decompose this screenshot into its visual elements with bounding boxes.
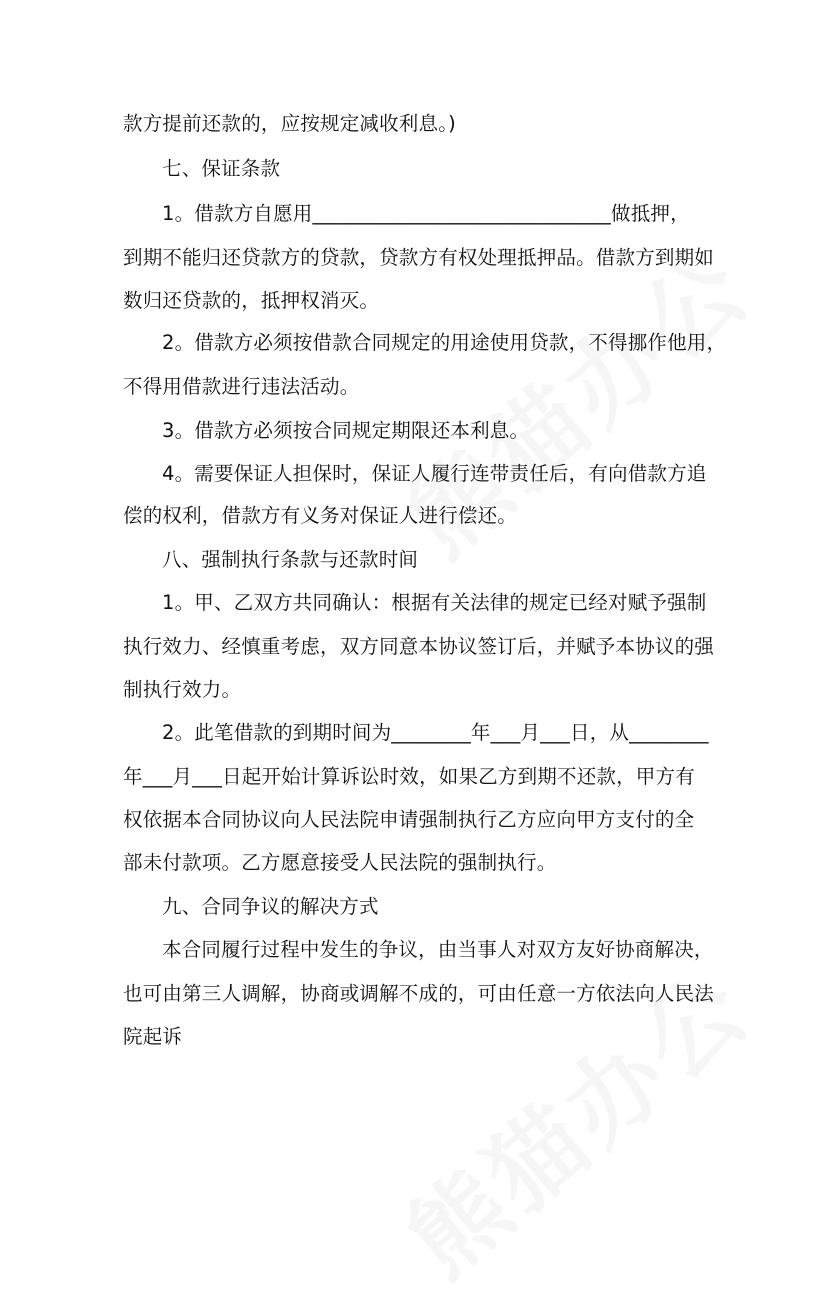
text-line: 年___月___日起开始计算诉讼时效，如果乙方到期不还款，甲方有 xyxy=(123,765,695,788)
text-line: 执行效力、经慎重考虑，双方同意本协议签订后，并赋予本协议的强 xyxy=(123,635,715,658)
section-heading: 八、强制执行条款与还款时间 xyxy=(162,548,419,571)
text-line: 本合同履行过程中发生的争议，由当事人对双方友好协商解决， xyxy=(162,938,714,961)
text-line: 数归还贷款的，抵押权消灭。 xyxy=(123,289,380,312)
text-line: 部未付款项。乙方愿意接受人民法院的强制执行。 xyxy=(123,851,557,874)
text-line: 款方提前还款的，应按规定减收利息。) xyxy=(123,112,456,135)
text-line: 1。甲、乙双方共同确认：根据有关法律的规定已经对赋予强制 xyxy=(162,591,707,614)
text-line: 制执行效力。 xyxy=(123,678,242,701)
section-heading: 九、合同争议的解决方式 xyxy=(162,895,379,918)
text-line: 到期不能归还贷款方的贷款，贷款方有权处理抵押品。借款方到期如 xyxy=(123,246,715,269)
text-line: 偿的权利，借款方有义务对保证人进行偿还。 xyxy=(123,504,518,527)
text-line: 3。借款方必须按合同规定期限还本利息。 xyxy=(162,419,530,442)
text-line: 1。借款方自愿用______________________________做抵押， xyxy=(162,202,690,225)
text-line: 权依据本合同协议向人民法院申请强制执行乙方应向甲方支付的全 xyxy=(123,808,695,831)
text-line: 2。此笔借款的到期时间为________年___月___日，从________ xyxy=(162,721,709,744)
text-line: 也可由第三人调解，协商或调解不成的，可由任意一方依法向人民法 xyxy=(123,982,715,1005)
text-line: 院起诉 xyxy=(123,1025,183,1048)
section-heading: 七、保证条款 xyxy=(162,157,281,180)
text-line: 4。需要保证人担保时，保证人履行连带责任后，有向借款方追 xyxy=(162,462,707,485)
text-line: 2。借款方必须按借款合同规定的用途使用贷款，不得挪作他用， xyxy=(162,331,727,354)
text-line: 不得用借款进行违法活动。 xyxy=(123,375,360,398)
